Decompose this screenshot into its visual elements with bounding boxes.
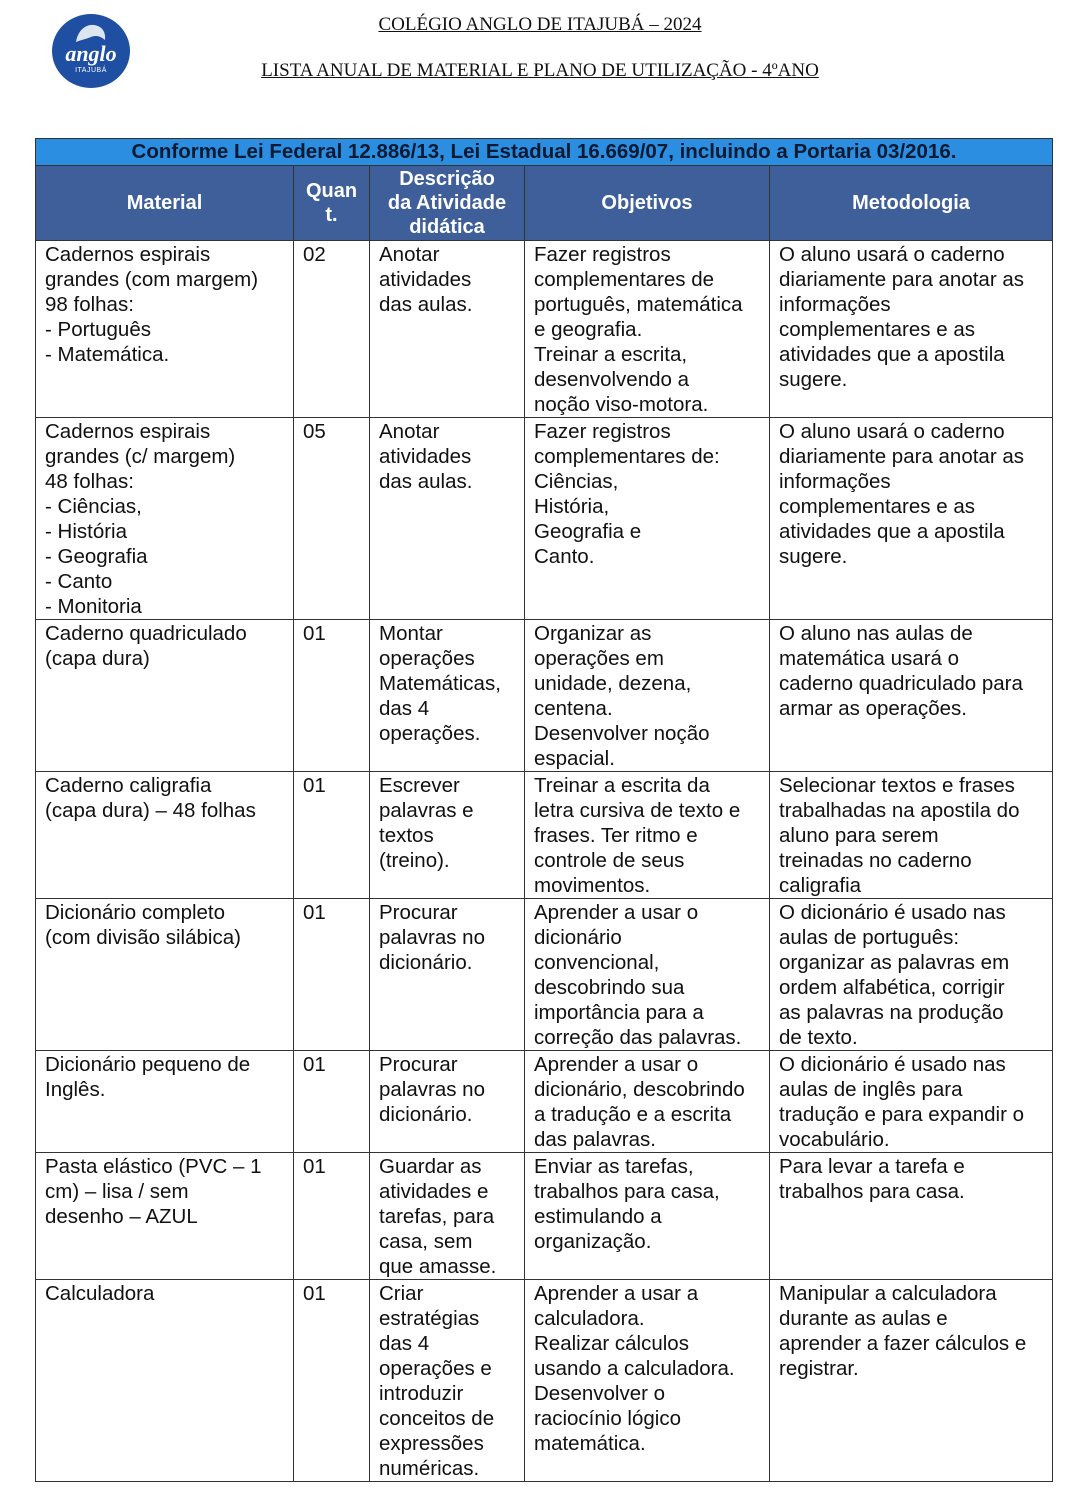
material-cell: Caderno quadriculado (capa dura) [36, 620, 294, 772]
material-cell: Cadernos espirais grandes (com margem) 98 folhas: - Português - Matemática. [36, 241, 294, 418]
methodology-cell: Manipular a calculadora durante as aulas e aprender a fazer cálculos e registrar. [770, 1280, 1053, 1482]
methodology-cell: O aluno usará o caderno diariamente para anotar as informações complementares e as atividades que a apostila sugere. [770, 241, 1053, 418]
methodology-cell: O dicionário é usado nas aulas de inglês para tradução e para expandir o vocabulário. [770, 1051, 1053, 1153]
methodology-cell: Selecionar textos e frases trabalhadas na apostila do aluno para serem treinadas no caderno caligrafia [770, 772, 1053, 899]
material-cell: Calculadora [36, 1280, 294, 1482]
law-banner: Conforme Lei Federal 12.886/13, Lei Estadual 16.669/07, incluindo a Portaria 03/2016. [36, 139, 1053, 166]
objectives-cell: Treinar a escrita da letra cursiva de texto e frases. Ter ritmo e controle de seus movimentos. [525, 772, 770, 899]
qty-cell: 01 [294, 1153, 370, 1280]
document-title: COLÉGIO ANGLO DE ITAJUBÁ – 2024 [378, 14, 702, 35]
qty-cell: 01 [294, 620, 370, 772]
col-material-header: Material [36, 166, 294, 241]
material-table [35, 138, 1053, 1482]
objectives-cell: Aprender a usar o dicionário, descobrindo a tradução e a escrita das palavras. [525, 1051, 770, 1153]
table-row [36, 772, 1053, 899]
col-objectives-header: Objetivos [525, 166, 770, 241]
col-activity-header: Descrição da Atividade didática [370, 166, 525, 241]
qty-cell: 01 [294, 772, 370, 899]
activity-cell: Escrever palavras e textos (treino). [370, 772, 525, 899]
header-row [36, 166, 1053, 241]
table-row [36, 1153, 1053, 1280]
logo-wordmark: anglo [65, 40, 117, 66]
col-methodology-header: Metodologia [770, 166, 1053, 241]
activity-cell: Guardar as atividades e tarefas, para casa, sem que amasse. [370, 1153, 525, 1280]
table-row [36, 418, 1053, 620]
material-cell: Pasta elástico (PVC – 1 cm) – lisa / sem desenho – AZUL [36, 1153, 294, 1280]
objectives-cell: Enviar as tarefas, trabalhos para casa, estimulando a organização. [525, 1153, 770, 1280]
law-banner-row [36, 139, 1053, 166]
methodology-cell: O aluno usará o caderno diariamente para anotar as informações complementares e as atividades que a apostila sugere. [770, 418, 1053, 620]
qty-cell: 01 [294, 1280, 370, 1482]
material-cell: Cadernos espirais grandes (c/ margem) 48 folhas: - Ciências, - História - Geografia - Canto - Monitoria [36, 418, 294, 620]
activity-cell: Procurar palavras no dicionário. [370, 899, 525, 1051]
material-cell: Dicionário completo (com divisão silábica) [36, 899, 294, 1051]
table-row [36, 1280, 1053, 1482]
methodology-cell: Para levar a tarefa e trabalhos para casa. [770, 1153, 1053, 1280]
table-row [36, 1051, 1053, 1153]
objectives-cell: Aprender a usar a calculadora. Realizar cálculos usando a calculadora. Desenvolver o raciocínio lógico matemática. [525, 1280, 770, 1482]
methodology-cell: O dicionário é usado nas aulas de português: organizar as palavras em ordem alfabética, corrigir as palavras na produção de texto. [770, 899, 1053, 1051]
qty-cell: 05 [294, 418, 370, 620]
table-row [36, 620, 1053, 772]
qty-cell: 01 [294, 1051, 370, 1153]
table-row [36, 899, 1053, 1051]
objectives-cell: Organizar as operações em unidade, dezena, centena. Desenvolver noção espacial. [525, 620, 770, 772]
document-subtitle: LISTA ANUAL DE MATERIAL E PLANO DE UTILIZAÇÃO - 4ºANO [261, 60, 819, 81]
activity-cell: Anotar atividades das aulas. [370, 418, 525, 620]
methodology-cell: O aluno nas aulas de matemática usará o caderno quadriculado para armar as operações. [770, 620, 1053, 772]
qty-cell: 02 [294, 241, 370, 418]
objectives-cell: Fazer registros complementares de português, matemática e geografia. Treinar a escrita, desenvolvendo a noção viso-motora. [525, 241, 770, 418]
col-qty-header: Quan t. [294, 166, 370, 241]
table-row [36, 241, 1053, 418]
activity-cell: Montar operações Matemáticas, das 4 operações. [370, 620, 525, 772]
material-cell: Dicionário pequeno de Inglês. [36, 1051, 294, 1153]
activity-cell: Anotar atividades das aulas. [370, 241, 525, 418]
activity-cell: Procurar palavras no dicionário. [370, 1051, 525, 1153]
material-cell: Caderno caligrafia (capa dura) – 48 folhas [36, 772, 294, 899]
logo-city: ITAJUBÁ [75, 66, 107, 74]
activity-cell: Criar estratégias das 4 operações e introduzir conceitos de expressões numéricas. [370, 1280, 525, 1482]
objectives-cell: Aprender a usar o dicionário convencional, descobrindo sua importância para a correção das palavras. [525, 899, 770, 1051]
objectives-cell: Fazer registros complementares de: Ciências, História, Geografia e Canto. [525, 418, 770, 620]
qty-cell: 01 [294, 899, 370, 1051]
